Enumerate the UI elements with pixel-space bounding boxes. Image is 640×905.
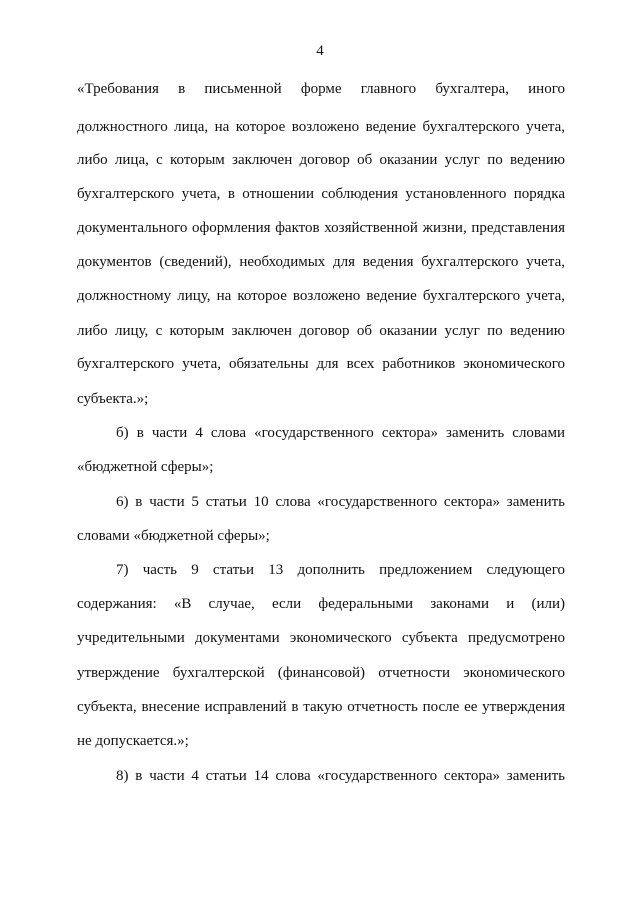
text-line: должностному лицу, на которое возложено ведение бухгалтерского учета, xyxy=(77,288,565,304)
text-line: 7) часть 9 статьи 13 дополнить предложением следующего xyxy=(116,562,565,578)
text-line: учредительными документами экономического субъекта предусмотрено xyxy=(77,630,565,646)
text-line: содержания: «В случае, если федеральными законами и (или) xyxy=(77,596,565,612)
text-line: не допускается.»; xyxy=(77,733,189,749)
text-line: 8) в части 4 статьи 14 слова «государственного сектора» заменить xyxy=(116,768,565,784)
text-line: «Требования в письменной форме главного бухгалтера, иного xyxy=(77,81,565,97)
text-line: бухгалтерского учета, в отношении соблюдения установленного порядка xyxy=(77,186,565,202)
text-line: либо лица, с которым заключен договор об оказании услуг по ведению xyxy=(77,152,565,168)
text-line: б) в части 4 слова «государственного сектора» заменить словами xyxy=(116,425,565,441)
text-line: утверждение бухгалтерской (финансовой) отчетности экономического xyxy=(77,665,565,681)
text-line: бухгалтерского учета, обязательны для всех работников экономического xyxy=(77,356,565,372)
page-number: 4 xyxy=(316,43,324,59)
text-line: либо лицу, с которым заключен договор об оказании услуг по ведению xyxy=(77,323,565,339)
text-line: словами «бюджетной сферы»; xyxy=(77,528,270,544)
text-line: 6) в части 5 статьи 10 слова «государственного сектора» заменить xyxy=(116,494,565,510)
text-line: субъекта.»; xyxy=(77,391,149,407)
text-line: должностного лица, на которое возложено ведение бухгалтерского учета, xyxy=(77,119,565,135)
text-line: документов (сведений), необходимых для ведения бухгалтерского учета, xyxy=(77,254,565,270)
text-line: субъекта, внесение исправлений в такую отчетность после ее утверждения xyxy=(77,699,565,715)
text-line: «бюджетной сферы»; xyxy=(77,459,214,475)
text-line: документального оформления фактов хозяйственной жизни, представления xyxy=(77,220,565,236)
